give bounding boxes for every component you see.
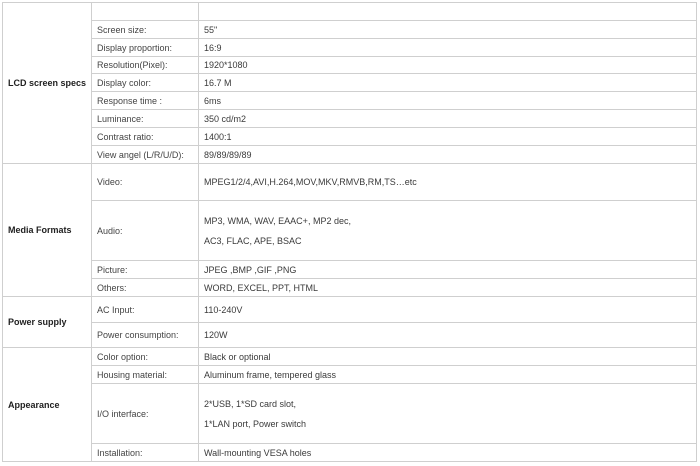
spec-value xyxy=(199,201,697,261)
table-row xyxy=(3,146,697,164)
spec-value: 1920*1080 xyxy=(199,57,697,74)
table-row xyxy=(3,323,697,348)
spec-value xyxy=(199,384,697,444)
spec-label: View angel (L/R/U/D): xyxy=(92,146,199,164)
table-row xyxy=(3,366,697,384)
spec-label: Resolution(Pixel): xyxy=(92,57,199,74)
spec-label: Video: xyxy=(92,164,199,201)
table-row xyxy=(3,201,697,261)
spec-value: Aluminum frame, tempered glass xyxy=(199,366,697,384)
table-row xyxy=(3,444,697,462)
spec-value: JPEG ,BMP ,GIF ,PNG xyxy=(199,261,697,279)
spec-value: 350 cd/m2 xyxy=(199,110,697,128)
table-row xyxy=(3,384,697,444)
spec-value xyxy=(199,3,697,21)
spec-label: Installation: xyxy=(92,444,199,462)
table-row xyxy=(3,297,697,323)
category-media-formats: Media Formats xyxy=(3,164,92,297)
spec-value-line: 2*USB, 1*SD card slot, xyxy=(204,398,297,409)
table-row xyxy=(3,110,697,128)
spec-value: 55" xyxy=(199,21,697,39)
spec-label: Picture: xyxy=(92,261,199,279)
spec-value-line: 1*LAN port, Power switch xyxy=(204,418,307,429)
spec-label: Display color: xyxy=(92,74,199,92)
table-row xyxy=(3,57,697,74)
table-row xyxy=(3,21,697,39)
spec-label xyxy=(92,3,199,21)
spec-value: WORD, EXCEL, PPT, HTML xyxy=(199,279,697,297)
spec-label: Screen size: xyxy=(92,21,199,39)
spec-label: Luminance: xyxy=(92,110,199,128)
spec-label: I/O interface: xyxy=(92,384,199,444)
category-appearance: Appearance xyxy=(3,348,92,462)
spec-value: 16.7 M xyxy=(199,74,697,92)
table-row xyxy=(3,279,697,297)
table-row xyxy=(3,92,697,110)
spec-value: 16:9 xyxy=(199,39,697,57)
spec-value: 120W xyxy=(199,323,697,348)
spec-label: Color option: xyxy=(92,348,199,366)
table-row xyxy=(3,348,697,366)
category-lcd-screen-specs: LCD screen specs xyxy=(3,3,92,164)
spec-value-line: AC3, FLAC, APE, BSAC xyxy=(204,235,302,246)
spec-value: Wall-mounting VESA holes xyxy=(199,444,697,462)
spec-value: 6ms xyxy=(199,92,697,110)
table-row xyxy=(3,261,697,279)
spec-label: Contrast ratio: xyxy=(92,128,199,146)
spec-label: Display proportion: xyxy=(92,39,199,57)
spec-value: 89/89/89/89 xyxy=(199,146,697,164)
spec-label: AC Input: xyxy=(92,297,199,323)
spec-label: Housing material: xyxy=(92,366,199,384)
spec-value-line: MP3, WMA, WAV, EAAC+, MP2 dec, xyxy=(204,215,351,226)
spec-label: Response time : xyxy=(92,92,199,110)
spec-label: Audio: xyxy=(92,201,199,261)
table-row xyxy=(3,3,697,21)
spec-value: Black or optional xyxy=(199,348,697,366)
table-row xyxy=(3,39,697,57)
spec-value: MPEG1/2/4,AVI,H.264,MOV,MKV,RMVB,RM,TS…etc xyxy=(199,164,697,201)
spec-label: Power consumption: xyxy=(92,323,199,348)
category-power-supply: Power supply xyxy=(3,297,92,348)
table-row xyxy=(3,128,697,146)
specs-table xyxy=(2,2,697,462)
spec-label: Others: xyxy=(92,279,199,297)
table-row xyxy=(3,74,697,92)
spec-value: 1400:1 xyxy=(199,128,697,146)
spec-value: 110-240V xyxy=(199,297,697,323)
table-row xyxy=(3,164,697,201)
